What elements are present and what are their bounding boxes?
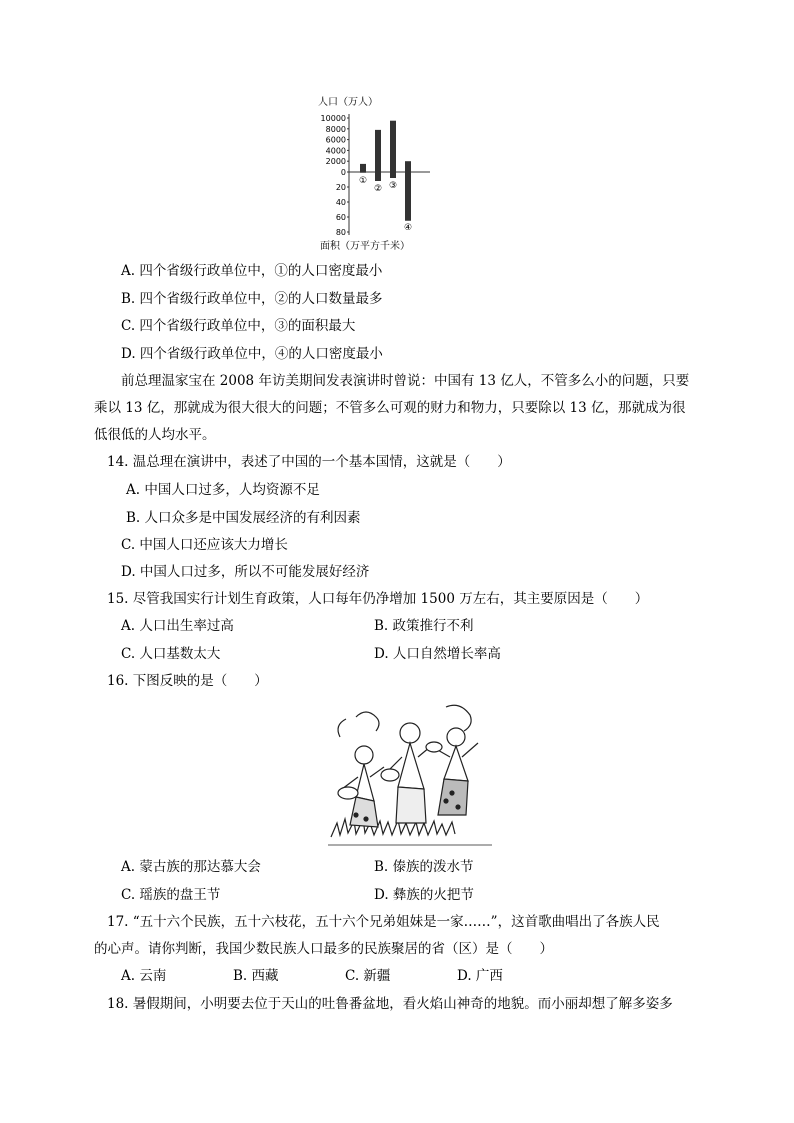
- q14-option-a[interactable]: A. 中国人口过多，人均资源不足: [126, 482, 320, 498]
- population-area-chart: [312, 92, 432, 254]
- chart-category-label: ①: [358, 175, 368, 186]
- chart-ylabel-bottom: 面积（万平方千米）: [320, 241, 410, 252]
- q17-stem-line-1: 17. “五十六个民族，五十六枝花，五十六个兄弟姐妹是一家……”，这首歌曲唱出了各族人民: [107, 914, 660, 930]
- q13-option-c[interactable]: C. 四个省级行政单位中，③的面积最大: [121, 318, 356, 334]
- bar-area-3: [390, 172, 396, 178]
- chart-tick-label-top: 2000: [325, 157, 346, 167]
- q13-option-b[interactable]: B. 四个省级行政单位中，②的人口数量最多: [121, 291, 383, 307]
- chart-tick-label-top: 4000: [325, 146, 346, 156]
- festival-illustration-drawing: [328, 705, 492, 845]
- chart-tick-label-top: 8000: [325, 124, 346, 134]
- festival-illustration: [326, 697, 494, 849]
- q14-option-c[interactable]: C. 中国人口还应该大力增长: [121, 537, 288, 553]
- q17-option-b[interactable]: B. 西藏: [233, 968, 279, 984]
- chart-category-label: ②: [373, 184, 383, 194]
- q17-option-d[interactable]: D. 广西: [457, 968, 503, 984]
- chart-tick-label-top: 6000: [325, 135, 346, 145]
- passage-line-2: 乘以 13 亿，那就成为很大很大的问题；不管多么可观的财力和物力，只要除以 13 亿，那就成为很: [94, 400, 686, 416]
- bar-population-3: [390, 121, 396, 172]
- bar-population-2: [375, 130, 381, 172]
- q14-option-b[interactable]: B. 人口众多是中国发展经济的有利因素: [126, 510, 361, 526]
- bar-area-4: [405, 172, 411, 221]
- q15-option-b[interactable]: B. 政策推行不利: [374, 618, 474, 634]
- q16-option-a[interactable]: A. 蒙古族的那达慕大会: [121, 859, 261, 875]
- q16-stem: 16. 下图反映的是（ ）: [107, 673, 268, 689]
- q16-option-d[interactable]: D. 彝族的火把节: [374, 887, 474, 903]
- q13-option-d[interactable]: D. 四个省级行政单位中，④的人口密度最小: [121, 346, 383, 362]
- chart-category-label: ③: [388, 181, 398, 191]
- q16-option-c[interactable]: C. 瑶族的盘王节: [121, 887, 221, 903]
- q15-option-a[interactable]: A. 人口出生率过高: [121, 618, 234, 634]
- chart-tick-label-bottom: 80: [335, 228, 346, 237]
- chart-tick-label-top: 10000: [320, 114, 346, 123]
- q15-option-d[interactable]: D. 人口自然增长率高: [374, 646, 501, 662]
- chart-tick-label-bottom: 40: [335, 198, 346, 207]
- q17-option-a[interactable]: A. 云南: [121, 968, 167, 984]
- bar-area-2: [375, 172, 381, 181]
- q18-stem-line-1: 18. 暑假期间，小明要去位于天山的吐鲁番盆地，看火焰山神奇的地貌。而小丽却想了解多姿多: [107, 996, 673, 1012]
- q17-option-c[interactable]: C. 新疆: [345, 968, 391, 984]
- bar-area-1: [360, 172, 366, 173]
- passage-line-3: 低很低的人均水平。: [94, 427, 216, 443]
- q16-option-b[interactable]: B. 傣族的泼水节: [374, 859, 474, 875]
- q15-stem: 15. 尽管我国实行计划生育政策，人口每年仍净增加 1500 万左右，其主要原因是（ ）: [107, 591, 649, 607]
- passage-line-1: 前总理温家宝在 2008 年访美期间发表演讲时曾说：中国有 13 亿人，不管多么小的问题，只要: [121, 373, 690, 389]
- chart-tick-label-top: 0: [340, 168, 346, 177]
- chart-tick-label-bottom: 20: [335, 183, 346, 192]
- bar-population-4: [405, 161, 411, 172]
- chart-ylabel-top: 人口（万人）: [318, 97, 378, 108]
- bar-population-1: [360, 164, 366, 172]
- q15-option-c[interactable]: C. 人口基数太大: [121, 646, 221, 662]
- q14-option-d[interactable]: D. 中国人口过多，所以不可能发展好经济: [121, 564, 370, 580]
- q17-stem-line-2: 的心声。请你判断，我国少数民族人口最多的民族聚居的省（区）是（ ）: [94, 941, 553, 957]
- chart-tick-label-bottom: 60: [335, 213, 346, 222]
- q13-option-a[interactable]: A. 四个省级行政单位中，①的人口密度最小: [121, 263, 383, 279]
- q14-stem: 14. 温总理在演讲中，表述了中国的一个基本国情，这就是（ ）: [107, 454, 511, 470]
- chart-category-label: ④: [403, 222, 413, 233]
